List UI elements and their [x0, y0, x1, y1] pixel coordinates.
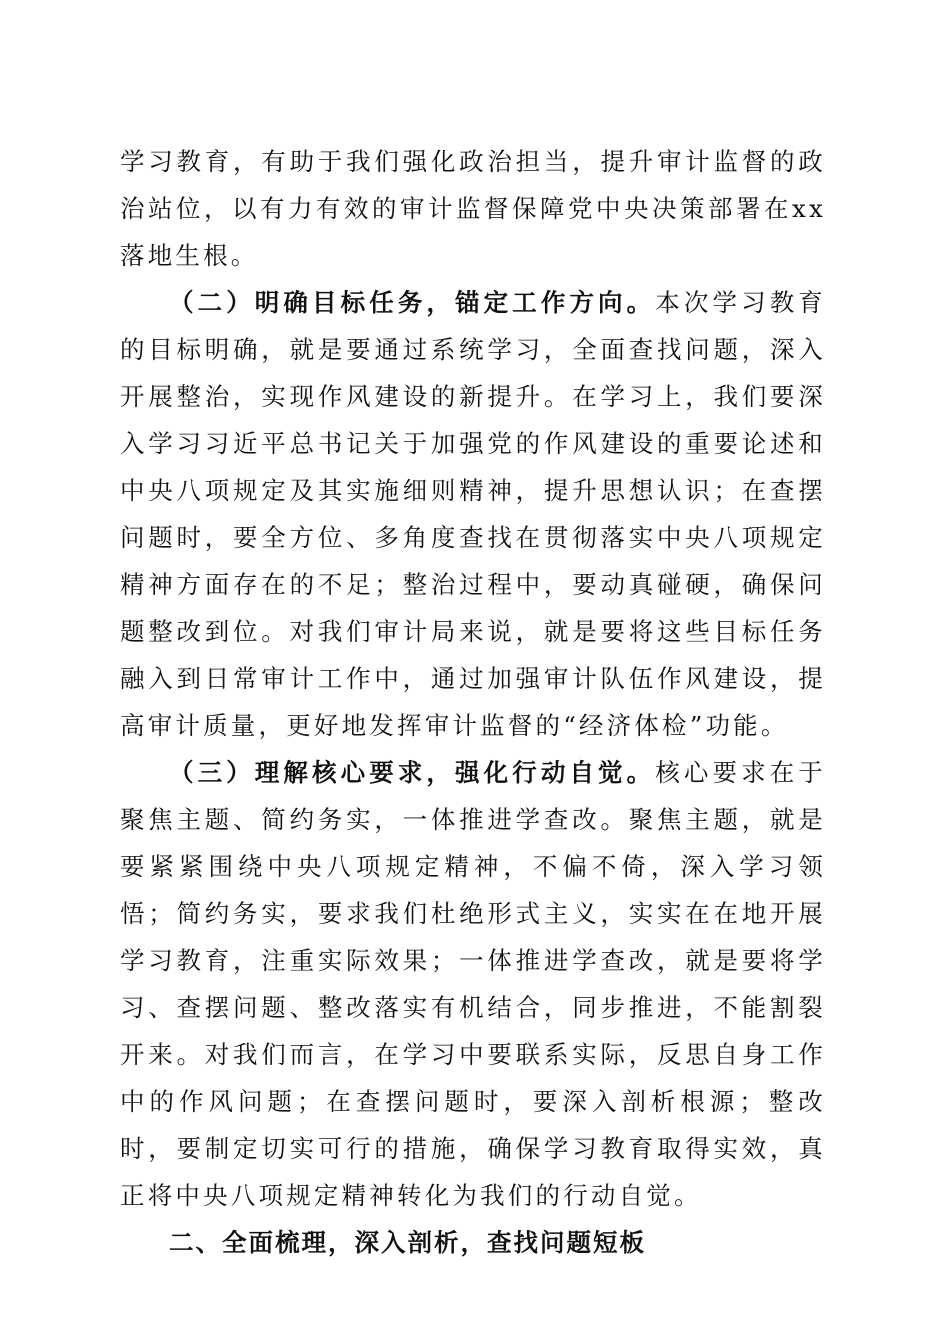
paragraph-core-requirements	[120, 749, 826, 1219]
paragraph-text: 学习教育，有助于我们强化政治担当，提升审计监督的政治站位，以有力有效的审计监督保障党中央决策部署在xx落地生根。	[120, 147, 826, 270]
document-body	[120, 138, 826, 1266]
paragraph-lead: （二）明确目标任务，锚定工作方向。	[169, 288, 656, 317]
paragraph-continuation	[120, 138, 826, 279]
paragraph-lead: （三）理解核心要求，强化行动自觉。	[169, 758, 656, 787]
paragraph-objectives	[120, 279, 826, 749]
paragraph-text: 核心要求在于聚焦主题、简约务实，一体推进学查改。聚焦主题，就是要紧紧围绕中央八项规定精神，不偏不倚，深入学习领悟；简约务实，要求我们杜绝形式主义，实实在在地开展学习教育，注重实际效果；一体推进学查改，就是要将学习、查摆问题、整改落实有机结合，同步推进，不能割裂开来。对我们而言，在学习中要联系实际，反思自身工作中的作风问题；在查摆问题时，要深入剖析根源；整改时，要制定切实可行的措施，确保学习教育取得实效，真正将中央八项规定精神转化为我们的行动自觉。	[120, 758, 827, 1210]
section-heading: 二、全面梳理，深入剖析，查找问题短板	[169, 1228, 646, 1257]
paragraph-text: 本次学习教育的目标明确，就是要通过系统学习，全面查找问题，深入开展整治，实现作风建设的新提升。在学习上，我们要深入学习习近平总书记关于加强党的作风建设的重要论述和中央八项规定及其实施细则精神，提升思想认识；在查摆问题时，要全方位、多角度查找在贯彻落实中央八项规定精神方面存在的不足；整治过程中，要动真碰硬，确保问题整改到位。对我们审计局来说，就是要将这些目标任务融入到日常审计工作中，通过加强审计队伍作风建设，提高审计质量，更好地发挥审计监督的“经济体检”功能。	[120, 288, 827, 740]
